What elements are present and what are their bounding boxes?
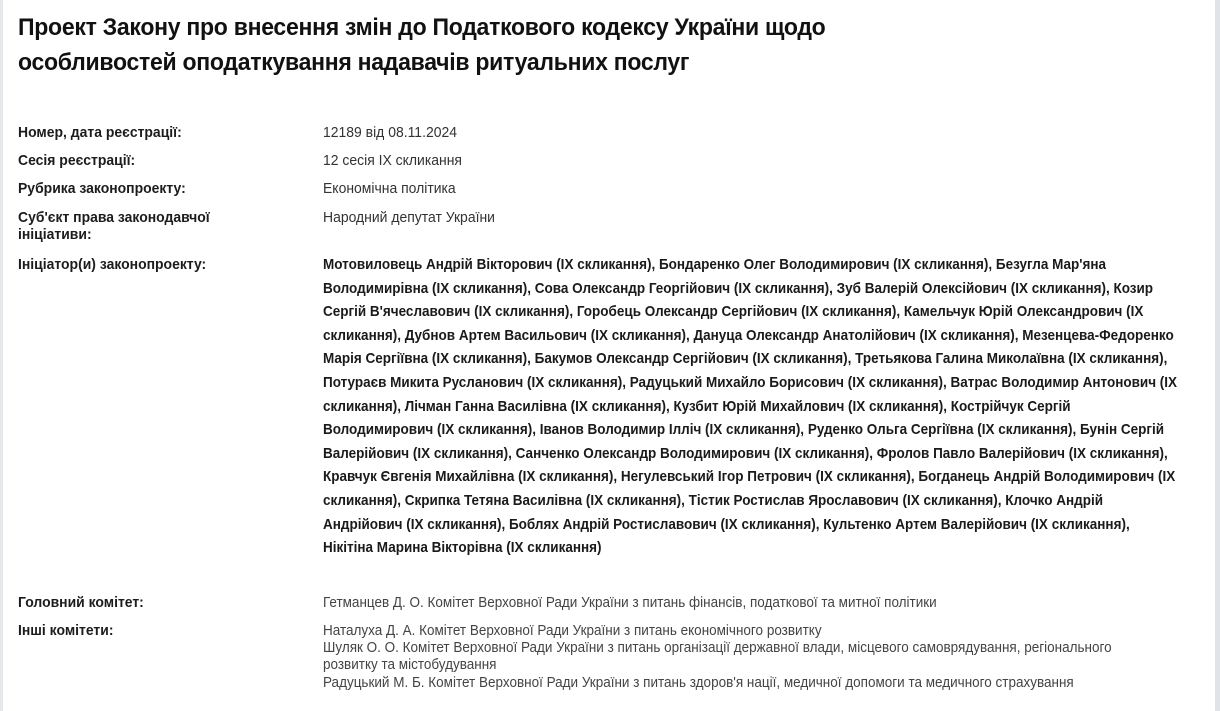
field-value: 12 сесія IX скликання bbox=[323, 152, 462, 169]
page-title: Проект Закону про внесення змін до Податкового кодексу України щодо особливостей оподаткування надавачів ритуальних послуг bbox=[18, 14, 826, 76]
committee-item: Радуцький М. Б. Комітет Верховної Ради України з питань здоров'я нації, медичної допомоги та медичного страхування bbox=[323, 673, 1074, 691]
field-value: 12189 від 08.11.2024 bbox=[323, 124, 457, 141]
field-value: Економічна політика bbox=[323, 180, 456, 197]
field-label: Рубрика законопроекту: bbox=[18, 180, 186, 197]
committee-item: Шуляк О. О. Комітет Верховної Ради України з питань організації державної влади, місцевого самоврядування, регіонального розвитку та містобудування bbox=[323, 639, 1112, 674]
main-committee-value: Гетманцев Д. О. Комітет Верховної Ради України з питань фінансів, податкової та митної політики bbox=[323, 594, 937, 611]
field-label: Ініціатор(и) законопроекту: bbox=[18, 256, 207, 273]
committee-item: Наталуха Д. А. Комітет Верховної Ради України з питань економічного розвитку bbox=[323, 622, 822, 639]
field-value: Народний депутат України bbox=[323, 209, 495, 226]
initiators-list: Мотовиловець Андрій Вікторович (IX скликання), Бондаренко Олег Володимирович (IX скликання), Безугла Мар'яна Володимирівна (IX скликання), Сова Олександр Георгійович (IX скликання), Зуб Валерій Олексійович (IX скликання), Козир Сергій В'ячеславович (IX скликання), Горобець Олександр Сергійович (IX скликання), Камельчук Юрій Олександрович (IX скликання), Дубнов Артем Васильович (IX скликання), Дануца Олександр Анатолійович (IX скликання), Мезенцева-Федоренко Марія Сергіївна (IX скликання), Бакумов Олександр Сергійович (IX скликання), Третьякова Галина Миколаївна (IX скликання), Потураєв Микита Русланович (IX скликання), Радуцький Михайло Борисович (IX скликання), Ватрас Володимир Антонович (IX скликання), Лічман Ганна Василівна (IX скликання), Кузбит Юрій Михайлович (IX скликання), Кострійчук Сергій Володимирович (IX скликання), Іванов Володимир Ілліч (IX скликання), Руденко Ольга Сергіївна (IX скликання), Бунін Сергій Валерійович (IX скликання), Санченко Олександр Володимирович (IX скликання), Фролов Павло Валерійович (IX скликання), Кравчук Євгенія Михайлівна (IX скликання), Негулевський Ігор Петрович (IX скликання), Богданець Андрій Володимирович (IX скликання), Скрипка Тетяна Василівна (IX скликання), Тістик Ростислав Ярославович (IX скликання), Клочко Андрій Андрійович (IX скликання), Боблях Андрій Ростиславович (IX скликання), Культенко Артем Валерійович (IX скликання), Нікітіна Марина Вікторівна (IX скликання) bbox=[323, 256, 1178, 557]
field-label: Сесія реєстрації: bbox=[18, 152, 136, 169]
field-label: Суб'єкт права законодавчої ініціативи: bbox=[18, 209, 210, 243]
other-committees-list bbox=[323, 622, 1160, 691]
field-label: Інші комітети: bbox=[18, 622, 114, 639]
field-label: Головний комітет: bbox=[18, 594, 144, 611]
field-label: Номер, дата реєстрації: bbox=[18, 124, 182, 141]
